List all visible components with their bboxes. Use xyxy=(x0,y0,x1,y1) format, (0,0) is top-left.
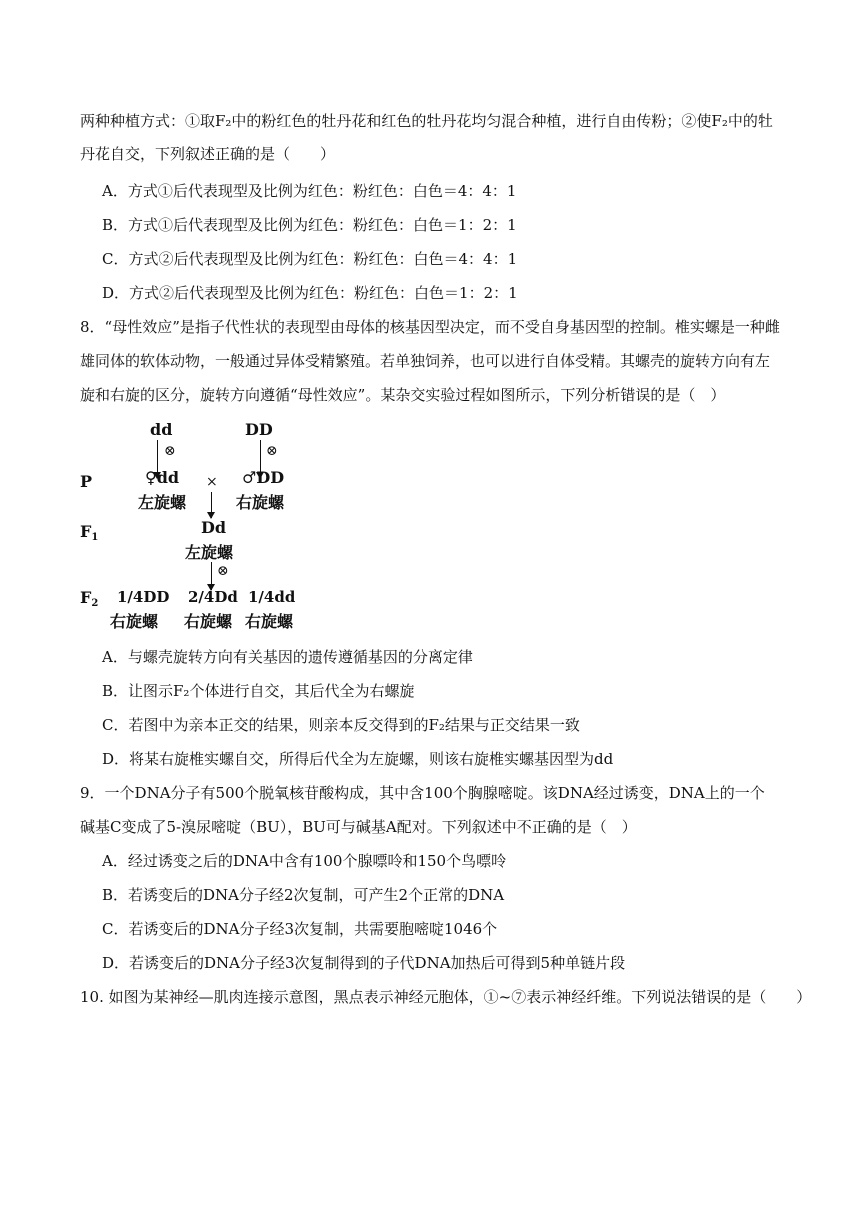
f2-genotype-2: 2/4Dd xyxy=(188,588,238,606)
f2-genotype-3: 1/4dd xyxy=(248,588,296,606)
f2-phenotype-2: 右旋螺 xyxy=(184,612,233,631)
f2-phenotype-1: 右旋螺 xyxy=(110,612,159,631)
parent-left-genotype: dd xyxy=(150,420,173,439)
generation-p-label: P xyxy=(80,472,93,491)
male-phenotype: 右旋螺 xyxy=(236,493,285,512)
selfing-symbol-left: ⊗ xyxy=(164,443,176,459)
generation-f1-label: $F_1$ xyxy=(80,522,99,543)
f2-genotype-1: 1/4DD xyxy=(117,588,170,606)
parent-right-genotype: DD xyxy=(245,420,273,439)
f1-selfing-arrow xyxy=(211,562,212,590)
q9-stem-line1: 9．一个DNA分子有500个脱氧核苷酸构成，其中含100个胸腺嘧啶。该DNA经过诱变，DNA上的一个 xyxy=(80,784,765,802)
q8-option-d: D．将某右旋椎实螺自交，所得后代全为左旋螺，则该右旋椎实螺基因型为dd xyxy=(102,750,614,768)
q8-stem-line3: 旋和右旋的区分，旋转方向遵循“母性效应”。某杂交实验过程如图所示，下列分析错误的是（ ） xyxy=(80,386,726,404)
q7-option-b: B．方式①后代表现型及比例为红色：粉红色：白色＝1：2：1 xyxy=(102,216,517,234)
f2-phenotype-3: 右旋螺 xyxy=(245,612,294,631)
q9-option-a: A．经过诱变之后的DNA中含有100个腺嘌呤和150个鸟嘌呤 xyxy=(102,852,507,870)
q9-option-b: B．若诱变后的DNA分子经2次复制，可产生2个正常的DNA xyxy=(102,886,505,904)
q8-stem-line2: 雄同体的软体动物，一般通过异体受精繁殖。若单独饲养，也可以进行自体受精。其螺壳的旋转方向有左 xyxy=(80,352,771,370)
q8-option-b: B．让图示F₂个体进行自交，其后代全为右螺旋 xyxy=(102,682,415,700)
q10-stem-line1: 10. 如图为某神经—肌肉连接示意图，黑点表示神经元胞体，①~⑦表示神经纤维。下列说法错误的是（ ） xyxy=(80,988,812,1006)
q7-stem-line1: 两种种植方式：①取F₂中的粉红色的牡丹花和红色的牡丹花均匀混合种植，进行自由传粉；②使F₂中的牡 xyxy=(80,112,773,130)
female-phenotype: 左旋螺 xyxy=(138,493,187,512)
f1-phenotype: 左旋螺 xyxy=(185,543,234,562)
generation-f2-label: $F_2$ xyxy=(80,588,99,609)
cross-diagram xyxy=(75,420,335,635)
q9-stem-line2: 碱基C变成了5-溴尿嘧啶（BU），BU可与碱基A配对。下列叙述中不正确的是（ ） xyxy=(80,818,637,836)
q8-option-c: C．若图中为亲本正交的结果，则亲本反交得到的F₂结果与正交结果一致 xyxy=(102,716,580,734)
q8-stem-line1: 8．“母性效应”是指子代性状的表现型由母体的核基因型决定，而不受自身基因型的控制。椎实螺是一种雌 xyxy=(80,318,780,336)
cross-symbol: × xyxy=(206,474,218,490)
female-genotype: ♀dd xyxy=(145,468,180,487)
q9-option-d: D．若诱变后的DNA分子经3次复制得到的子代DNA加热后可得到5种单链片段 xyxy=(102,954,626,972)
q7-option-c: C．方式②后代表现型及比例为红色：粉红色：白色＝4：4：1 xyxy=(102,250,518,268)
q7-stem-line2: 丹花自交，下列叙述正确的是（ ） xyxy=(80,145,336,163)
q7-option-a: A．方式①后代表现型及比例为红色：粉红色：白色＝4：4：1 xyxy=(102,182,517,200)
q9-option-c: C．若诱变后的DNA分子经3次复制，共需要胞嘧啶1046个 xyxy=(102,920,498,938)
selfing-symbol-right: ⊗ xyxy=(266,443,278,459)
q7-option-d: D．方式②后代表现型及比例为红色：粉红色：白色＝1：2：1 xyxy=(102,284,518,302)
f1-selfing-symbol: ⊗ xyxy=(217,563,229,579)
q8-option-a: A．与螺壳旋转方向有关基因的遗传遵循基因的分离定律 xyxy=(102,648,473,666)
male-genotype: ♂DD xyxy=(242,468,285,487)
f1-genotype: Dd xyxy=(201,518,227,537)
cross-arrow xyxy=(211,492,212,518)
